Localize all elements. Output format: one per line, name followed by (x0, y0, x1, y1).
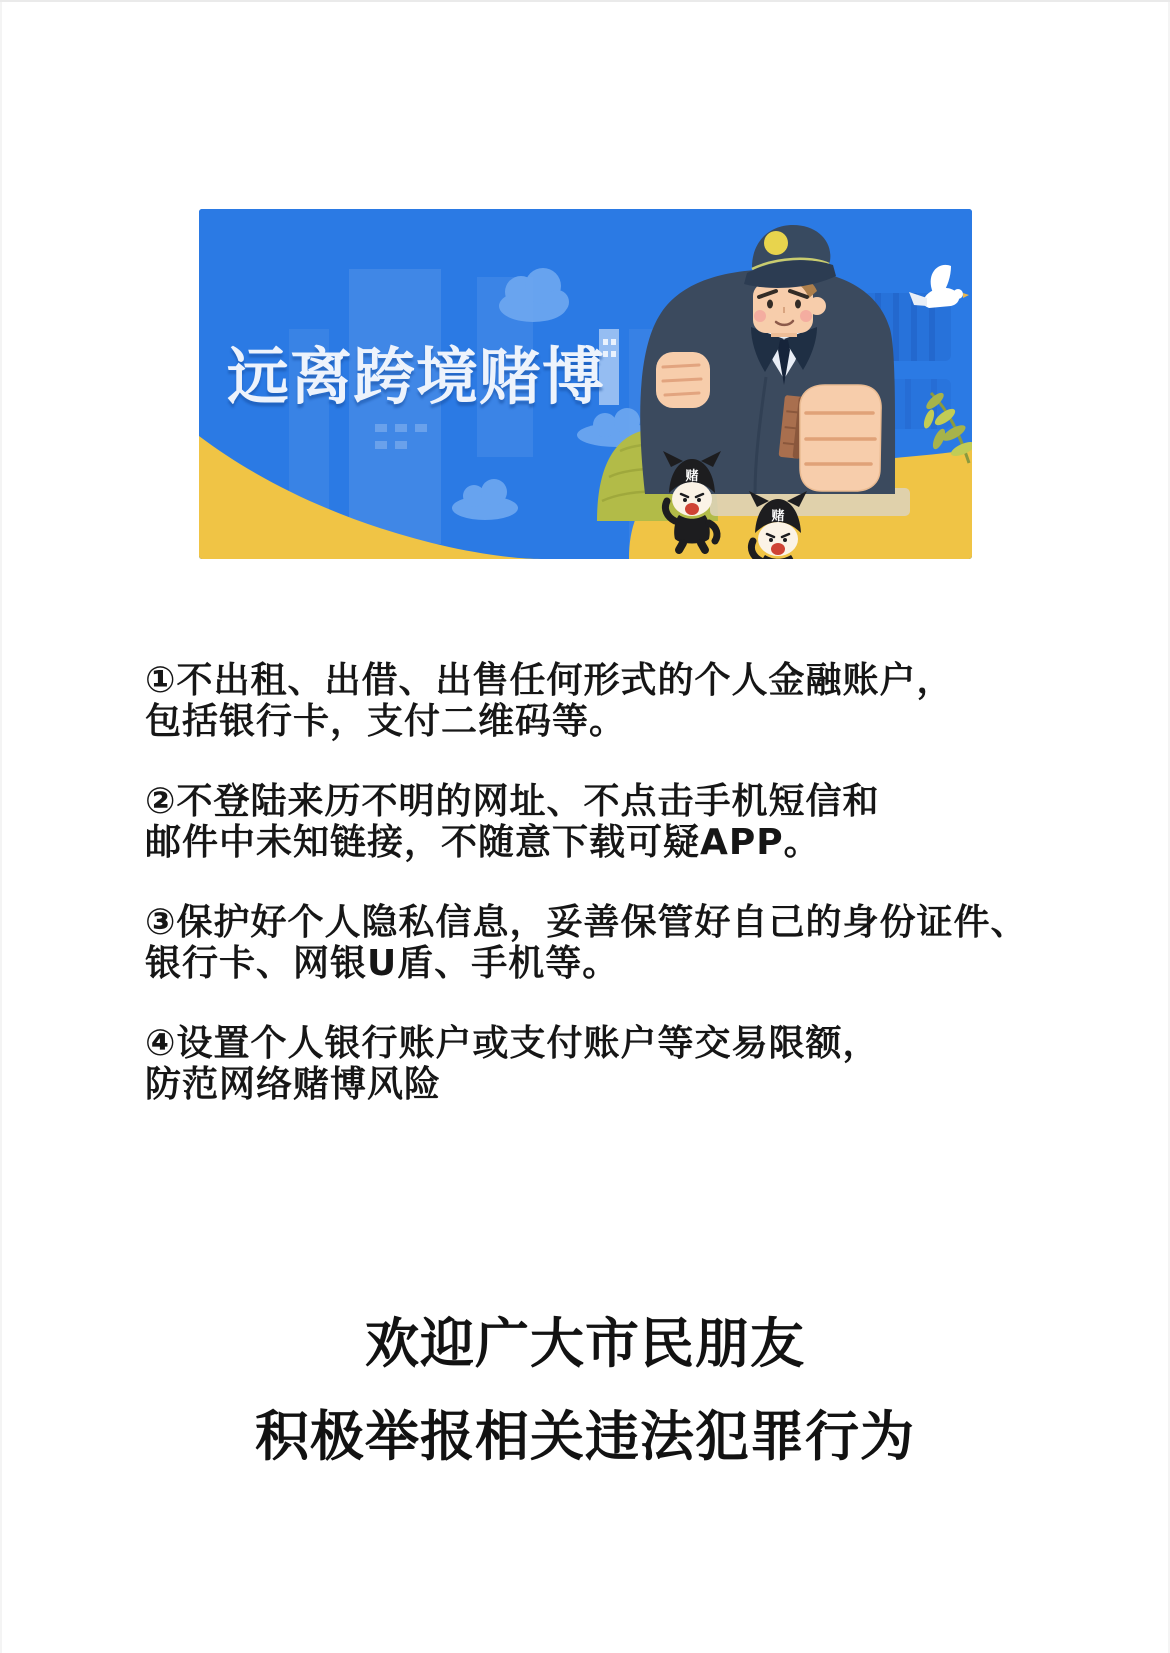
tip-1-line-1: ①不出租、出借、出售任何形式的个人金融账户， (145, 660, 954, 701)
officer-big-fist (800, 385, 881, 491)
tips-section (145, 660, 1085, 1144)
tip-2-line-2: 邮件中未知链接，不随意下载可疑APP。 (145, 822, 821, 863)
banner-title: 远离跨境赌博 (227, 340, 606, 413)
tip-paragraph-2 (145, 781, 1085, 863)
tip-3-line-1: ③保护好个人隐私信息，妥善保管好自己的身份证件、 (145, 902, 1028, 943)
tip-paragraph-1 (145, 660, 1085, 742)
cap-badge (764, 231, 788, 255)
footer-heading (0, 1297, 1170, 1483)
anti-gambling-banner (199, 209, 972, 559)
tip-3-line-2: 银行卡、网银U盾、手机等。 (145, 943, 620, 984)
officer-small-fist (656, 352, 710, 408)
tip-4-line-1: ④设置个人银行账户或支付账户等交易限额， (145, 1023, 880, 1064)
tip-1-line-2: 包括银行卡，支付二维码等。 (145, 701, 627, 742)
tip-2-line-1: ②不登陆来历不明的网址、不点击手机短信和 (145, 781, 880, 822)
imp-label: 赌 (771, 509, 785, 524)
tip-paragraph-4 (145, 1023, 1085, 1105)
imp-label: 赌 (685, 469, 699, 484)
footer-line-2: 积极举报相关违法犯罪行为 (255, 1405, 915, 1468)
tip-paragraph-3 (145, 902, 1085, 984)
tip-4-line-2: 防范网络赌博风险 (145, 1064, 442, 1105)
footer-line-1: 欢迎广大市民朋友 (365, 1312, 805, 1375)
